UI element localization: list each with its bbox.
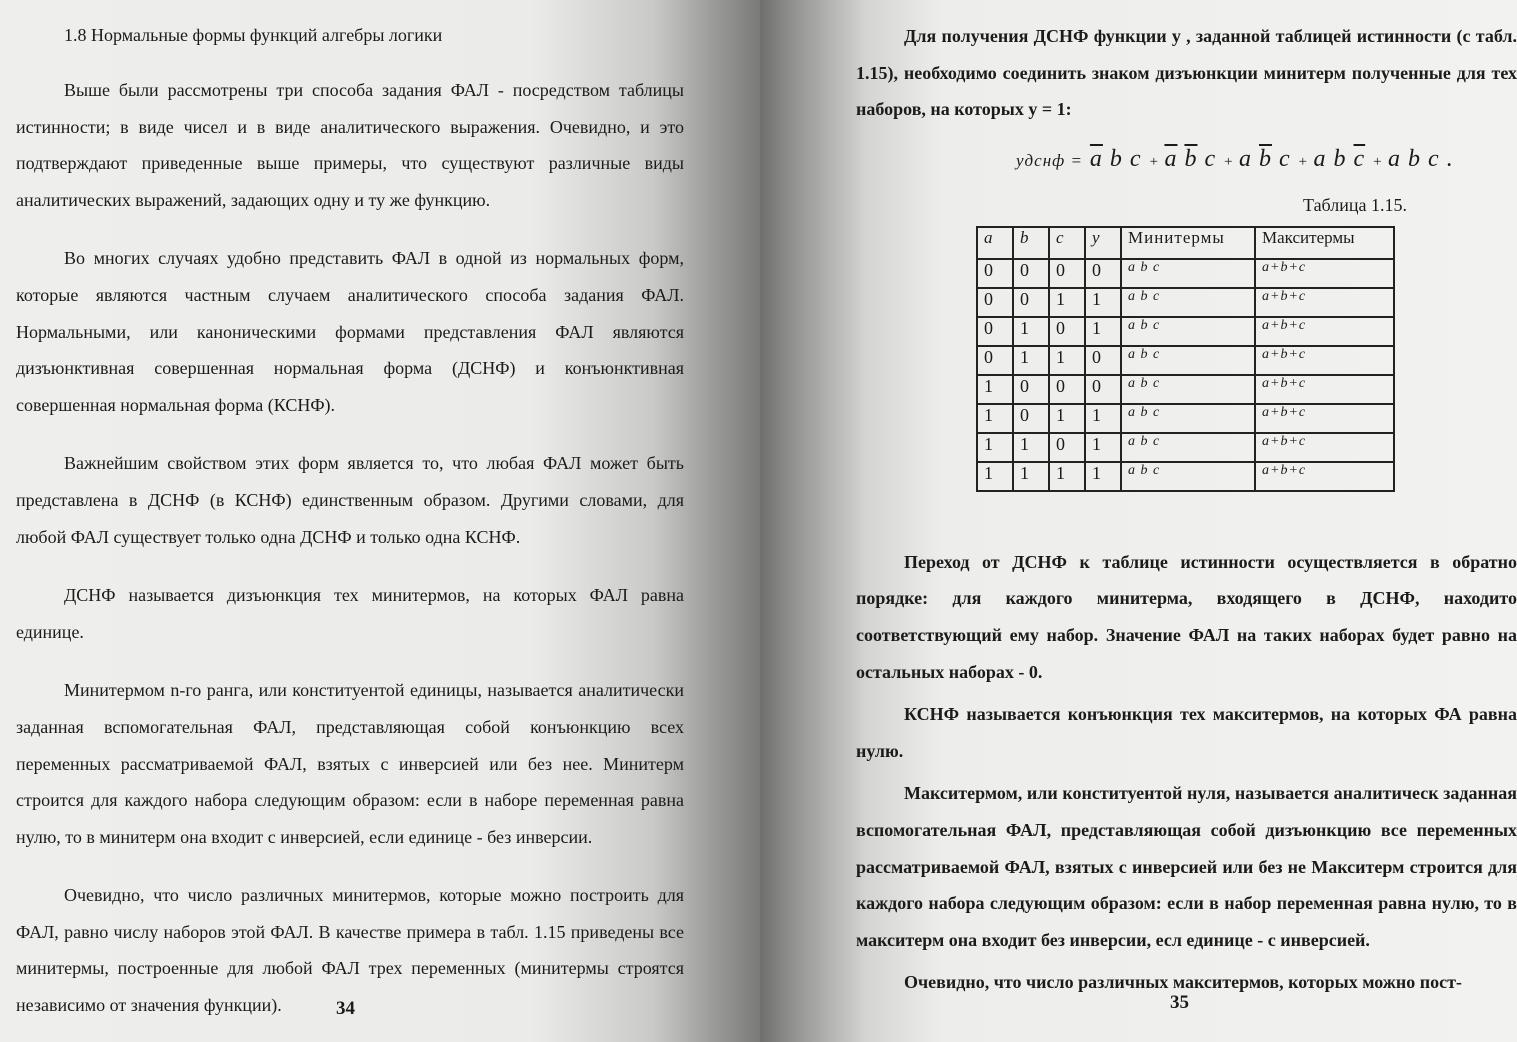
formula-term [1090,146,1149,172]
page-number: 34 [336,998,355,1019]
paragraph: Выше были рассмотрены три способа задания ФАЛ - посредством таблицы истинности; в виде чисел и в виде аналитического выражения. Очевидно, и это подтверждают приведенные выше примеры, что существуют различные виды аналитических выражений, задающих одну и ту же функцию. [16,80,684,210]
table-cell-b: 1 [1013,317,1049,346]
header-y: y [1085,227,1121,259]
table-caption: Таблица 1.15. [1303,194,1407,215]
table-cell-y: 0 [1085,346,1121,375]
right-page-text [856,18,1517,1001]
section-heading: 1.8 Нормальные формы функций алгебры логики [64,25,443,45]
formula-variable: a [1313,145,1327,172]
formula-term [1164,146,1223,172]
table-row [977,375,1394,404]
table-cell-y: 1 [1085,288,1121,317]
paragraph: КСНФ называется конъюнкция тех макситермов, на которых ФА равна нулю. [856,704,1517,761]
table-cell-maxi: a+b+c [1255,404,1394,433]
table-cell-mini: a b c [1121,433,1255,462]
table-row [977,259,1394,288]
table-cell-mini: a b c [1121,317,1255,346]
table-cell-y: 0 [1085,259,1121,288]
table-cell-b: 0 [1013,259,1049,288]
header-b: b [1013,227,1049,259]
table-cell-maxi: a+b+c [1255,346,1394,375]
table-cell-y: 1 [1085,462,1121,491]
formula-variable: b [1109,145,1123,172]
formula-variable: a [1238,145,1252,172]
table-cell-mini: a b c [1121,259,1255,288]
formula-variable: c [1278,145,1291,172]
paragraph: Макситермом, или конституентой нуля, называется аналитическ заданная вспомогательная ФАЛ, представляющая собой дизъюнкцию все переменных рассматриваемой ФАЛ, взятых с инверсией или без не Макситерм строится для каждого набора следующим образом: если в набор переменная равна нулю, то в макситерм она входит без инверсии, есл единице - с инверсией. [856,783,1517,950]
dsnf-formula [1016,146,1517,173]
table-cell-maxi: a+b+c [1255,288,1394,317]
table-cell-mini: a b c [1121,346,1255,375]
table-cell-a: 1 [977,375,1013,404]
table-cell-maxi: a+b+c [1255,375,1394,404]
table-cell-maxi: a+b+c [1255,433,1394,462]
table-cell-a: 0 [977,288,1013,317]
paragraph: Во многих случаях удобно представить ФАЛ в одной из нормальных форм, которые являются частным случаем аналитического способа задания ФАЛ. Нормальными, или каноническими формами представления ФАЛ являются дизъюнктивная совершенная нормальная форма (ДСНФ) и конъюнктивная совершенная нормальная форма (КСНФ). [16,248,684,415]
table-row [977,462,1394,491]
header-a: a [977,227,1013,259]
paragraph: Переход от ДСНФ к таблице истинности осуществляется в обратно порядке: для каждого минитерма, входящего в ДСНФ, находито соответствующий ему набор. Значение ФАЛ на таких наборах будет равно на остальных наборах - 0. [856,551,1517,682]
table-cell-b: 1 [1013,433,1049,462]
page-number: 35 [1170,992,1189,1013]
formula-term [1239,146,1298,172]
formula-variable: $\overline{c}$ [1353,145,1366,172]
table-cell-y: 1 [1085,317,1121,346]
formula-variable: b [1333,145,1347,172]
header-maxterms: Макситермы [1255,227,1394,259]
paragraph: Минитермом n-го ранга, или конституентой единицы, называется аналитически заданная вспомогательная ФАЛ, представляющая собой конъюнкцию всех переменных рассматриваемой ФАЛ, взятых с инверсией или без нее. Минитерм строится для каждого набора следующим образом: если в наборе переменная равна нулю, то в минитерм она входит с инверсией, если единице - без инверсии. [16,680,684,847]
table-cell-b: 0 [1013,404,1049,433]
formula-terms [1090,146,1454,172]
table-row [977,317,1394,346]
formula-plus: + [1223,153,1239,170]
table-cell-a: 1 [977,462,1013,491]
table-cell-c: 0 [1049,259,1085,288]
table-row [977,404,1394,433]
header-minterms: Минитермы [1121,227,1255,259]
formula-variable: $\overline{b}$ [1184,145,1198,172]
table-cell-a: 1 [977,404,1013,433]
table-cell-c: 1 [1049,404,1085,433]
intro-paragraph: Для получения ДСНФ функции y , заданной таблицей истинности (с табл. 1.15), необходимо соединить знаком дизъюнкции минитерм полученные для тех наборов, на которых y = 1: [856,26,1517,120]
table-cell-mini: a b c [1121,288,1255,317]
formula-variable: $\overline{a}$ [1089,145,1103,172]
table-cell-b: 0 [1013,375,1049,404]
table-row [977,433,1394,462]
table-cell-c: 0 [1049,317,1085,346]
paragraph: Очевидно, что число различных макситермов, которых можно пост- [904,972,1462,993]
table-cell-mini: a b c [1121,404,1255,433]
formula-variable: b [1408,145,1422,172]
formula-term [1388,146,1447,172]
table-cell-c: 0 [1049,433,1085,462]
table-cell-y: 0 [1085,375,1121,404]
formula-plus: + [1148,153,1165,170]
table-cell-maxi: a+b+c [1255,462,1394,491]
table-header-row [977,227,1394,259]
table-cell-b: 1 [1013,462,1049,491]
table-cell-y: 1 [1085,404,1121,433]
table-row [977,346,1394,375]
right-page [760,0,1517,1042]
table-cell-a: 1 [977,433,1013,462]
table-cell-a: 0 [977,259,1013,288]
formula-variable: $\overline{b}$ [1258,145,1272,172]
paragraph: ДСНФ называется дизъюнкция тех минитермов, на которых ФАЛ равна единице. [16,585,684,642]
truth-table [976,226,1395,492]
table-cell-a: 0 [977,317,1013,346]
table-cell-mini: a b c [1121,462,1255,491]
table-cell-c: 1 [1049,346,1085,375]
formula-variable: $\overline{a}$ [1164,145,1178,172]
table-cell-y: 1 [1085,433,1121,462]
formula-plus: + [1297,153,1314,170]
paragraph: Очевидно, что число различных минитермов, которые можно построить для ФАЛ, равно числу наборов этой ФАЛ. В качестве примера в табл. 1.15 приведены все минитермы, построенные для любой ФАЛ трех переменных (минитермы строятся независимо от значения функции). [16,885,684,1016]
table-cell-maxi: a+b+c [1255,317,1394,346]
table-row [977,288,1394,317]
table-cell-c: 1 [1049,288,1085,317]
formula-plus: + [1372,153,1389,170]
formula-period: . [1446,145,1454,172]
formula-variable: c [1129,145,1142,172]
truth-table-body [977,259,1394,491]
table-cell-c: 1 [1049,462,1085,491]
formula-variable: c [1428,145,1440,172]
table-cell-mini: a b c [1121,375,1255,404]
formula-lhs: yдснф = [1016,150,1083,170]
formula-term [1314,146,1373,172]
paragraph: Важнейшим свойством этих форм является то, что любая ФАЛ может быть представлена в ДСНФ (в КСНФ) единственным образом. Другими словами, для любой ФАЛ существует только одна ДСНФ и только одна КСНФ. [16,453,684,547]
table-cell-c: 0 [1049,375,1085,404]
table-cell-maxi: a+b+c [1255,259,1394,288]
left-page-text [16,18,684,1024]
formula-variable: a [1388,145,1402,172]
header-c: c [1049,227,1085,259]
formula-variable: c [1204,145,1217,172]
table-cell-b: 1 [1013,346,1049,375]
table-cell-b: 0 [1013,288,1049,317]
table-cell-a: 0 [977,346,1013,375]
